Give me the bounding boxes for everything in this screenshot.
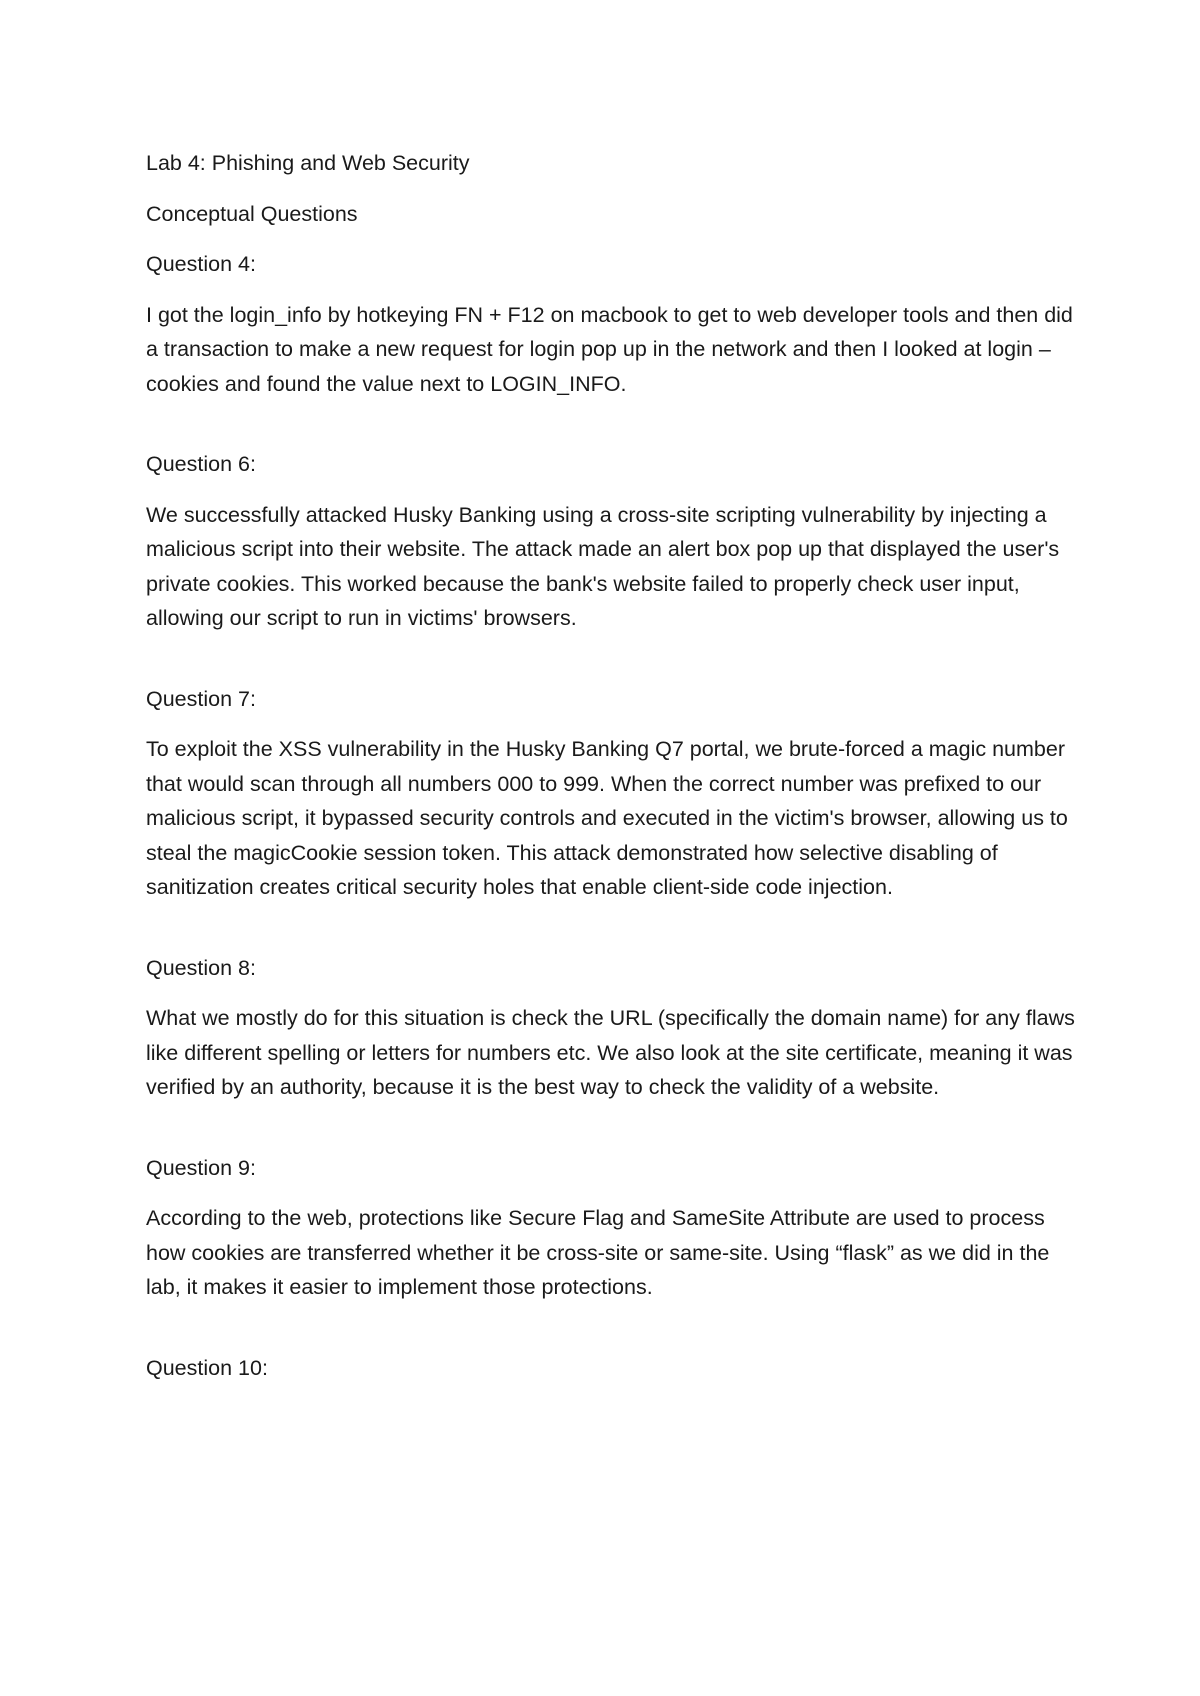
paragraph-gap — [146, 905, 1076, 951]
paragraph-gap — [146, 401, 1076, 447]
question-heading: Question 9: — [146, 1155, 256, 1180]
document-title: Lab 4: Phishing and Web Security — [146, 151, 470, 175]
question-answer: To exploit the XSS vulnerability in the Husky Banking Q7 portal, we brute-forced a magic number that would scan through all numbers 000 to 999. When the correct number was prefixed to our malicious script, it bypassed security controls and executed in the victim's browser, allowing us to steal the magicCookie session token. This attack demonstrated how selective disabling of sanitization creates critical security holes that enable client-side code injection. — [146, 737, 1068, 899]
paragraph-gap — [146, 1105, 1076, 1151]
question-block-10 — [146, 1351, 1076, 1386]
question-block-6 — [146, 447, 1076, 636]
question-heading: Question 8: — [146, 955, 256, 980]
document-body — [146, 146, 1076, 1401]
question-block-9 — [146, 1151, 1076, 1305]
question-answer: We successfully attacked Husky Banking using a cross-site scripting vulnerability by injecting a malicious script into their website. The attack made an alert box pop up that displayed the user's private cookies. This worked because the bank's website failed to properly check user input, allowing our script to run in victims' browsers. — [146, 502, 1060, 630]
question-block-8 — [146, 951, 1076, 1105]
question-block-4 — [146, 247, 1076, 401]
document-subtitle: Conceptual Questions — [146, 201, 358, 226]
question-heading: Question 4: — [146, 252, 256, 276]
question-answer: According to the web, protections like Secure Flag and SameSite Attribute are used to process how cookies are transferred whether it be cross-site or same-site. Using “flask” as we did in the lab, it makes it easier to implement those protections. — [146, 1206, 1050, 1299]
question-answer: What we mostly do for this situation is check the URL (specifically the domain name) for any flaws like different spelling or letters for numbers etc. We also look at the site certificate, meaning it was verified by an authority, because it is the best way to check the validity of a website. — [146, 1006, 1075, 1099]
question-heading: Question 6: — [146, 452, 256, 476]
paragraph-gap — [146, 636, 1076, 682]
paragraph-gap — [146, 1305, 1076, 1351]
question-heading: Question 10: — [146, 1355, 268, 1380]
question-heading: Question 7: — [146, 686, 256, 711]
question-block-7 — [146, 682, 1076, 905]
question-answer: I got the login_info by hotkeying FN + F12 on macbook to get to web developer tools and then did a transaction to make a new request for login pop up in the network and then I looked at login – cookies and found the value next to LOGIN_INFO. — [146, 302, 1073, 396]
